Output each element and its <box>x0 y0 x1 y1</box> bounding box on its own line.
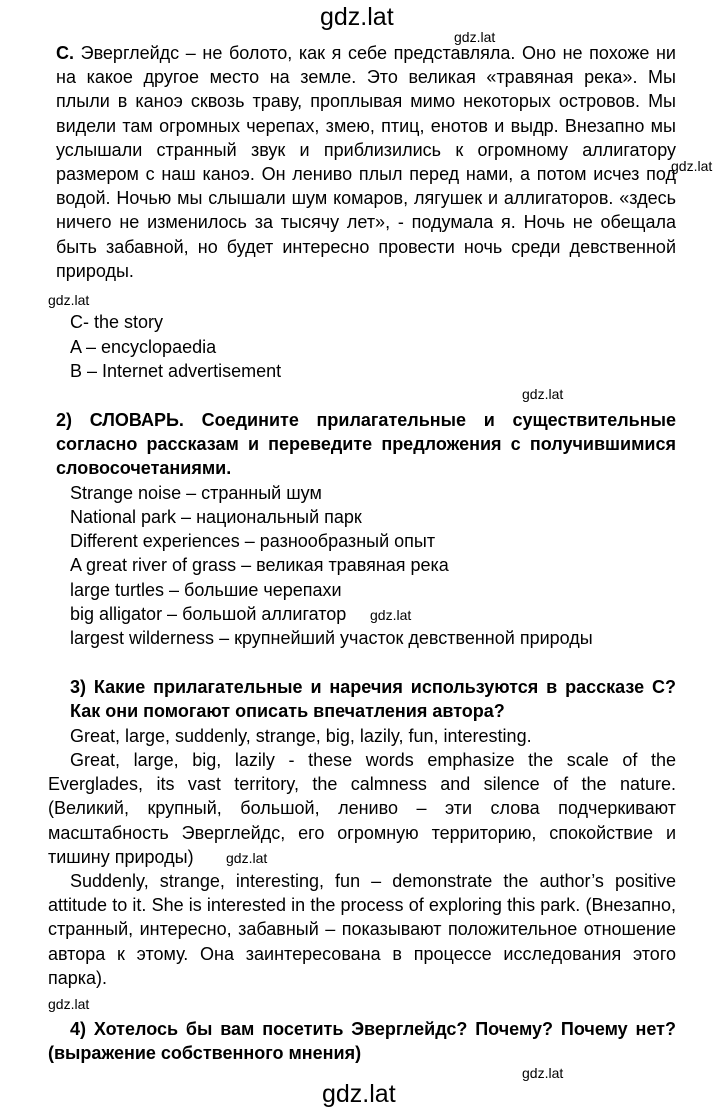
vocab-item: big alligator – большой аллигатор <box>70 604 347 624</box>
vocab-item: largest wilderness – крупнейший участок девственной природы <box>70 628 593 648</box>
story-c-label: C. <box>56 43 74 63</box>
watermark: gdz.lat <box>671 158 713 174</box>
vocab-item: National park – национальный парк <box>70 507 362 527</box>
source-item: B – Internet advertisement <box>70 361 282 381</box>
watermark: gdz.lat <box>522 1065 564 1081</box>
watermark: gdz.lat <box>522 386 564 402</box>
vocab-item: large turtles – большие черепахи <box>70 580 342 600</box>
watermark: gdz.lat <box>370 607 412 623</box>
task3-heading-text: 3) Какие прилагательные и наречия используются в рассказе С? Как они помогают описать впечатления автора? <box>70 677 676 722</box>
watermark: gdz.lat <box>226 850 268 866</box>
task3-heading <box>70 675 676 723</box>
vocab-item: Strange noise – странный шум <box>70 483 322 503</box>
task3-paragraph-1: Great, large, big, lazily - these words emphasize the scale of the Everglades, its vast territory, the calmness and silence of the nature. (Великий, крупный, большой, лениво – эти слова подчеркивают масштабность Эверглейдс, его огромную территорию, спокойствие и тишину природы) <box>48 750 676 867</box>
story-c-paragraph <box>56 41 676 283</box>
watermark: gdz.lat <box>48 292 90 308</box>
watermark-bottom: gdz.lat <box>322 1080 396 1108</box>
vocab-item: A great river of grass – великая травяная река <box>70 555 449 575</box>
watermark: gdz.lat <box>454 29 496 45</box>
task3-adjectives-line: Great, large, suddenly, strange, big, lazily, fun, interesting. <box>70 726 532 746</box>
task4-heading: 4) Хотелось бы вам посетить Эверглейдс? Почему? Почему нет? (выражение собственного мнения) <box>48 1019 676 1064</box>
source-item: C- the story <box>70 312 164 332</box>
task2-heading: 2) СЛОВАРЬ. Соедините прилагательные и существительные согласно рассказам и переведите предложения с получившимися словосочетаниями. <box>56 410 676 479</box>
vocab-item: Different experiences – разнообразный опыт <box>70 531 436 551</box>
source-item: A – encyclopaedia <box>70 337 217 357</box>
watermark-top: gdz.lat <box>320 3 394 31</box>
task3-paragraph-2: Suddenly, strange, interesting, fun – demonstrate the author’s positive attitude to it. She is interested in the process of exploring this park. (Внезапно, странный, интересно, забавный – показывают положительное отношение автора к этому. Она заинтересована в процессе исследования этого парка). <box>48 871 676 988</box>
watermark: gdz.lat <box>48 996 90 1012</box>
story-c-text: Эверглейдс – не болото, как я себе представляла. Оно не похоже ни на какое другое место на земле. Это великая «травяная река». Мы плыли в каноэ сквозь траву, проплывая мимо некоторых островов. Мы видели там огромных черепах, змею, птиц, енотов и выдр. Внезапно мы услышали странный звук и приблизились к огромному аллигатору размером с наш каноэ. Он лениво плыл перед нами, а потом исчез под водой. Ночью мы слышали шум комаров, лягушек и аллигаторов. «здесь ничего не изменилось за тысячу лет», - подумала я. Ночь не обещала быть забавной, но будет интересно провести ночь среди девственной природы. <box>56 43 676 281</box>
